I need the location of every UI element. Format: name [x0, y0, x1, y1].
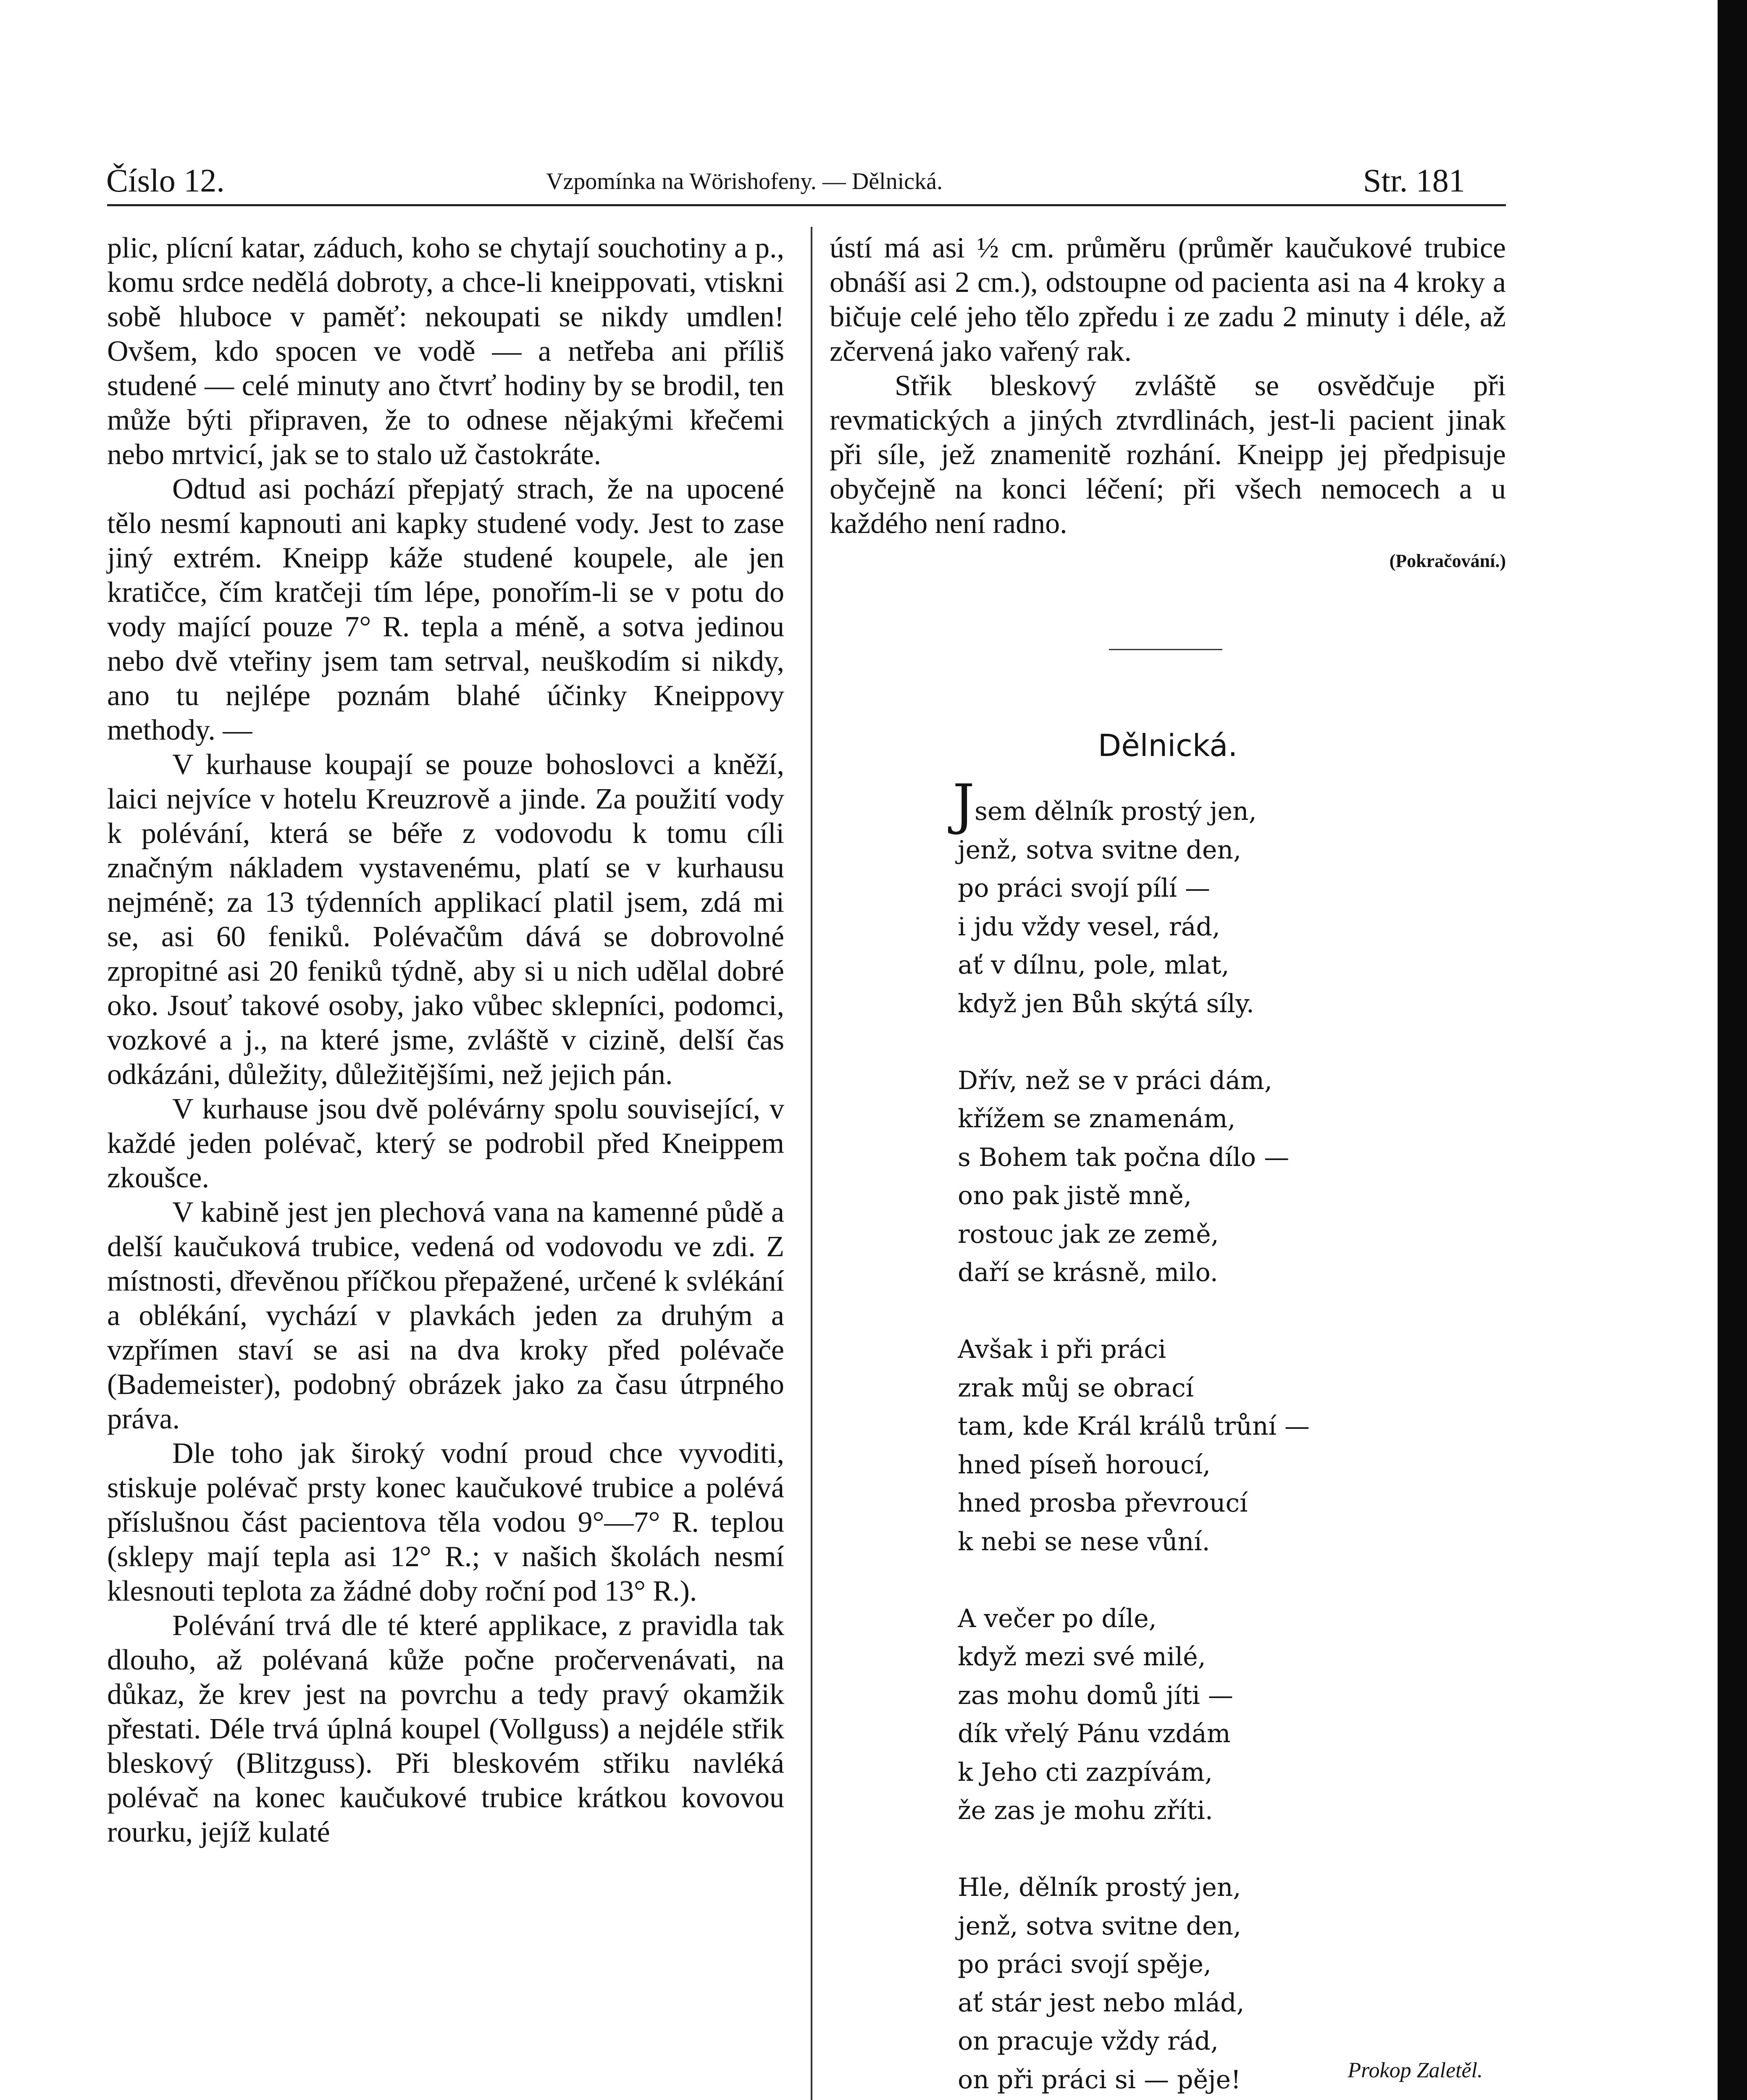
poem-line: jenž, sotva svitne den,	[958, 1911, 1242, 1941]
poem-line: po práci svojí pílí —	[958, 874, 1211, 903]
poem-line: křížem se znamenám,	[958, 1104, 1236, 1134]
poem-line: po práci svojí spěje,	[958, 1950, 1211, 1979]
poem-line: když jen Bůh skýtá síly.	[958, 989, 1254, 1018]
poem-line: zas mohu domů jíti —	[958, 1680, 1233, 1710]
paragraph: Dle toho jak široký vodní proud chce vyvoditi, stiskuje polévač prsty konec kaučukové trubice a polévá příslušnou část pacientova těla vodou 9°—7° R. teplou (sklepy mají tepla asi 12° R.; v našich školách nesmí klesnouti teplota za žádné doby roční pod 13° R.).	[107, 1437, 784, 1607]
column-divider	[811, 227, 812, 2100]
page-number: Str. 181	[1363, 162, 1465, 199]
poem-line: i jdu vždy vesel, rád,	[958, 912, 1220, 942]
paragraph: V kurhause jsou dvě polévárny spolu související, v každé jeden polévač, který se podrobil před Kneippem zkoušce.	[107, 1093, 784, 1194]
poem	[953, 772, 1504, 2100]
poem-line: zrak můj se obrací	[958, 1373, 1194, 1403]
poem-line: rostouc jak ze země,	[958, 1219, 1219, 1249]
poem-line: tam, kde Král králů trůní —	[958, 1412, 1310, 1441]
poem-line	[953, 772, 1504, 836]
poem-author: Prokop Zaletěl.	[1348, 2058, 1483, 2082]
section-rule	[1109, 649, 1222, 650]
poem-line: on pracuje vždy rád,	[958, 2026, 1219, 2056]
running-title: Vzpomínka na Wörishofeny. — Dělnická.	[546, 168, 943, 194]
poem-line: on při práci si — pěje!	[958, 2065, 1241, 2095]
paragraph: Střik bleskový zvláště se osvědčuje při revmatických a jiných ztvrdlinách, jest-li pacient jinak při síle, jež znamenitě rozhání. Kneipp jej předpisuje obyčejně na konci léčení; při všech nemocech a u každého není radno.	[830, 370, 1506, 540]
left-column	[107, 231, 784, 1850]
paragraph: Odtud asi pochází přepjatý strach, že na upocené tělo nesmí kapnouti ani kapky studené vody. Jest to zase jiný extrém. Kneipp káže studené koupele, ale jen kratičce, čím kratčeji tím lépe, ponořím-li se v potu do vody mající pouze 7° R. tepla a méně, a sotva jedinou nebo dvě vteřiny jsem tam setrval, neuškodím si nikdy, ano tu nejlépe poznám blahé účinky Kneippovy methody. —	[107, 473, 784, 746]
poem-line: Avšak i při práci	[958, 1335, 1166, 1364]
poem-line: ať stár jest nebo mlád,	[958, 1988, 1245, 2018]
poem-line: hned píseň horoucí,	[958, 1450, 1211, 1480]
poem-line: Dřív, než se v práci dám,	[958, 1066, 1272, 1095]
poem-line: A večer po díle,	[958, 1604, 1157, 1633]
poem-title: Dělnická.	[1098, 728, 1238, 763]
poem-line-text: sem dělník prostý jen,	[975, 797, 1257, 826]
stanza	[953, 772, 1504, 1023]
paragraph: V kurhause koupají se pouze bohoslovci a kněží, laici nejvíce v hotelu Kreuzrově a jinde. Za použití vody k polévání, která se béře z vodovodu k tomu cíli značným nákladem vystavenému, platí se v kurhausu nejméně; za 13 týdenních applikací platil jsem, zdá mi se, asi 60 feniků. Polévačům dává se dobrovolné zpropitné asi 20 feniků týdně, aby si u nich udělal dobré oko. Jsouť takové osoby, jako vůbec sklepníci, podomci, vozkové a j., na které jsme, zvláště v cizině, delší čas odkázáni, důležity, důležitějšími, než jejich pán.	[107, 748, 784, 1091]
poem-line: jenž, sotva svitne den,	[958, 835, 1242, 865]
poem-line: k nebi se nese vůní.	[958, 1527, 1210, 1557]
stanza	[958, 1331, 1504, 1561]
header-rule	[107, 204, 1506, 206]
poem-line: když mezi své milé,	[958, 1642, 1206, 1672]
poem-line: že zas je mohu zříti.	[958, 1796, 1213, 1825]
poem-line: daří se krásně, milo.	[958, 1258, 1218, 1287]
stanza	[958, 1600, 1504, 1830]
stanza	[958, 1062, 1504, 1292]
page-edge	[1718, 0, 1747, 2100]
paragraph: Polévání trvá dle té které applikace, z pravidla tak dlouho, až polévaná kůže počne pročervenávati, na důkaz, že krev jest na povrchu a tedy pravý okamžik přestati. Déle trvá úplná koupel (Vollguss) a nejdéle střik bleskový (Blitzguss). Při bleskovém střiku navléká polévač na konec kaučukové trubice krátkou kovovou rourku, jejíž kulaté	[107, 1609, 784, 1848]
right-column	[830, 231, 1506, 574]
poem-line: ono pak jistě mně,	[958, 1181, 1192, 1210]
poem-line: k Jeho cti zazpívám,	[958, 1757, 1213, 1787]
poem-line: dík vřelý Pánu vzdám	[958, 1719, 1231, 1748]
paragraph: plic, plícní katar, záduch, koho se chytají souchotiny a p., komu srdce nedělá dobroty, a chce-li kneippovati, vtiskni sobě hluboce v paměť: nekoupati se nikdy umdlen! Ovšem, kdo spocen ve vodě — a netřeba ani příliš studené — celé minuty ano čtvrť hodiny by se brodil, ten může býti připraven, že to odnese nějakými křečemi nebo mrtvicí, jak se to stalo už častokráte.	[107, 232, 784, 471]
poem-line: ať v dílnu, pole, mlat,	[958, 950, 1229, 980]
paragraph: ústí má asi ½ cm. průměru (průměr kaučukové trubice obnáší asi 2 cm.), odstoupne od pacienta asi na 4 kroky a bičuje celé jeho tělo zpředu i ze zadu 2 minuty i déle, až zčervená jako vařený rak.	[830, 232, 1506, 368]
poem-line: hned prosba převroucí	[958, 1488, 1248, 1518]
paragraph: V kabině jest jen plechová vana na kamenné půdě a delší kaučuková trubice, vedená od vodovodu ve zdi. Z místnosti, dřevěnou příčkou přepažené, určené k svlékání a oblékání, vychází v plavkách jeden za druhým a vzpřímen staví se asi na dva kroky před polévače (Bademeister), podobný obrázek jako za času útrpného práva.	[107, 1196, 784, 1435]
poem-line: Hle, dělník prostý jen,	[958, 1873, 1241, 1902]
issue-number: Číslo 12.	[106, 162, 225, 199]
continued-note: (Pokračování.)	[1389, 551, 1506, 571]
poem-line: s Bohem tak počna dílo —	[958, 1142, 1290, 1172]
drop-cap: J	[953, 772, 975, 836]
